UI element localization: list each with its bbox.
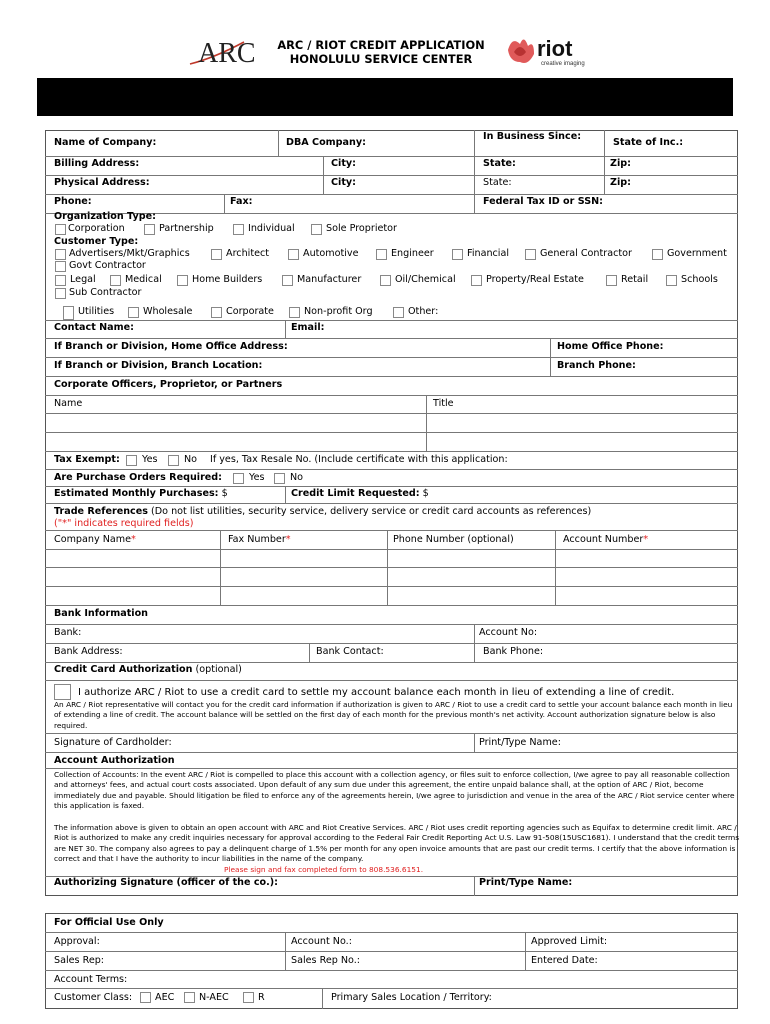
branch-home-address-label: If Branch or Division, Home Office Address: [54, 341, 288, 352]
branch-location-label: If Branch or Division, Branch Location: [54, 360, 263, 371]
physical-address-label: Physical Address: [54, 177, 150, 188]
cust-nonprofit-label: Non-profit Org [304, 306, 373, 317]
cust-schools-label: Schools [681, 274, 718, 285]
billing-zip-label: Zip: [610, 158, 631, 169]
credit-card-label: Credit Card Authorization [54, 664, 193, 675]
bank-info-label: Bank Information [54, 608, 148, 619]
cust-architect-label: Architect [226, 248, 270, 259]
cardholder-signature-label: Signature of Cardholder: [54, 737, 172, 748]
bank-account-label: Account No: [479, 627, 538, 638]
bank-label: Bank: [54, 627, 82, 638]
cust-general-contractor-checkbox[interactable] [525, 249, 536, 260]
credit-card-fine-print: An ARC / Riot representative will contact you for the credit card information if authorization is given to ARC / Riot to use a credit card to settle your account balance each month in lieu of extending a line of credit. The account balance will be settled on the first day of each month for the previous month's net activity. Account authorization signature below is also required. [54, 700, 733, 730]
collection-text: Collection of Accounts: In the event ARC / Riot is compelled to place this account with a collection agency, or files suit to enforce collection, I/we agree to pay all reasonable collection and attorneys' fees, and actual court costs associated. Upon default of any sum due under this agreement, the entire unpaid balance shall, at the option of ARC / Riot, become immediately due and payable. Should litigation be filed to enforce any of the agreements herein, I/we agree to jurisdiction and venue in the area of the ARC / Riot service center where this application is faxed. [54, 770, 735, 811]
cardholder-print-name-label: Print/Type Name: [479, 737, 561, 748]
account-terms-label: Account Terms: [54, 974, 128, 985]
po-no-label: No [290, 472, 304, 483]
trade-fax-star: * [285, 534, 291, 545]
trade-company-star: * [131, 534, 136, 545]
cust-corporate-label: Corporate [226, 306, 274, 317]
org-sole-proprietor-checkbox[interactable] [311, 224, 322, 235]
in-business-label: In Business Since: [483, 131, 582, 142]
trade-fax-header: Fax Number [228, 534, 286, 545]
org-corporation-checkbox[interactable] [55, 224, 66, 235]
cust-manufacturer-checkbox[interactable] [282, 275, 293, 286]
bank-phone-label: Bank Phone: [483, 646, 544, 657]
entered-date-label: Entered Date: [531, 955, 598, 966]
info-text: The information above is given to obtain an open account with ARC and Riot Creative Services. ARC / Riot uses credit reporting agencies such as Equifax to determine credit limit. ARC / Riot is authorized to make any credit inquiries necessary for approval according to the Federal Fair Credit Reporting Act U.S. Law 91-508(15USC1681). I understand that the credit terms are NET 30. The company also agrees to pay a delinquent charge of 1.5% per month for any open invoice amounts that are past our credit terms. I certify that the above information is correct and that I have the authority to incur liabilities in the name of the company. [54, 823, 740, 864]
cust-medical-label: Medical [125, 274, 162, 285]
org-sole-proprietor-label: Sole Proprietor [326, 223, 397, 234]
riot-logo-text: riot [537, 36, 573, 61]
org-partnership-label: Partnership [159, 223, 214, 234]
cust-schools-checkbox[interactable] [666, 275, 677, 286]
riot-logo-subtext: creative imaging [541, 61, 585, 67]
primary-location-label: Primary Sales Location / Territory: [331, 992, 492, 1003]
cust-utilities-checkbox[interactable] [63, 306, 74, 320]
cust-sub-contractor-label: Sub Contractor [69, 287, 142, 298]
phone-label: Phone: [54, 196, 92, 207]
form-subtitle: HONOLULU SERVICE CENTER [289, 52, 473, 66]
cust-manufacturer-label: Manufacturer [297, 274, 362, 285]
trade-phone-header: Phone Number (optional) [393, 534, 514, 545]
physical-state-label: State: [483, 177, 512, 188]
riot-logo [504, 32, 596, 70]
cust-property-label: Property/Real Estate [486, 274, 584, 285]
cust-engineer-checkbox[interactable] [376, 249, 387, 260]
cust-oil-chemical-checkbox[interactable] [380, 275, 391, 286]
cust-retail-label: Retail [621, 274, 649, 285]
sales-rep-no-label: Sales Rep No.: [291, 955, 361, 966]
sales-rep-label: Sales Rep: [54, 955, 105, 966]
physical-city-label: City: [331, 177, 357, 188]
bank-address-label: Bank Address: [54, 646, 123, 657]
official-use-label: For Official Use Only [54, 917, 164, 928]
tax-resale-text: If yes, Tax Resale No. (Include certificate with this application: [210, 454, 508, 465]
tax-id-label: Federal Tax ID or SSN: [483, 196, 603, 207]
cust-wholesale-checkbox[interactable] [128, 307, 139, 318]
cust-legal-checkbox[interactable] [55, 275, 66, 286]
class-r-checkbox[interactable] [243, 992, 254, 1003]
cust-govt-contractor-label: Govt Contractor [69, 260, 146, 271]
home-office-phone-label: Home Office Phone: [557, 341, 664, 352]
authorizing-signature-label: Authorizing Signature (officer of the co.): [54, 877, 279, 888]
tax-exempt-yes-label: Yes [142, 454, 158, 465]
cust-sub-contractor-checkbox[interactable] [55, 288, 66, 299]
org-individual-label: Individual [248, 223, 295, 234]
tax-exempt-yes-checkbox[interactable] [126, 455, 137, 466]
cust-automotive-label: Automotive [303, 248, 359, 259]
cust-govt-contractor-checkbox[interactable] [55, 261, 66, 272]
class-naec-label: N-AEC [199, 992, 229, 1003]
po-yes-label: Yes [249, 472, 265, 483]
customer-class-label: Customer Class: [54, 992, 133, 1003]
company-name-label: Name of Company: [54, 137, 157, 148]
cust-oil-chemical-label: Oil/Chemical [395, 274, 456, 285]
officers-label: Corporate Officers, Proprietor, or Partners [54, 379, 283, 390]
class-r-label: R [258, 992, 265, 1003]
authorizing-print-name-label: Print/Type Name: [479, 877, 573, 888]
org-type-label: Organization Type: [54, 211, 156, 222]
monthly-purchases-value: $ [221, 488, 228, 499]
class-aec-label: AEC [155, 992, 175, 1003]
cust-home-builders-checkbox[interactable] [177, 275, 188, 286]
billing-city-label: City: [331, 158, 357, 169]
cust-wholesale-label: Wholesale [143, 306, 193, 317]
cust-automotive-checkbox[interactable] [288, 249, 299, 260]
credit-card-authorize-checkbox[interactable] [54, 684, 71, 700]
monthly-purchases-label: Estimated Monthly Purchases: [54, 488, 219, 499]
org-corporation-label: Corporation [68, 223, 125, 234]
cust-engineer-label: Engineer [391, 248, 434, 259]
official-account-no-label: Account No.: [291, 936, 352, 947]
cust-other-checkbox[interactable] [393, 307, 404, 318]
approved-limit-label: Approved Limit: [531, 936, 608, 947]
required-fields-note: ("*" indicates required fields) [54, 518, 194, 529]
physical-zip-label: Zip: [610, 177, 631, 188]
arc-logo-text: ARC [198, 38, 256, 69]
tax-exempt-label: Tax Exempt: [54, 454, 120, 465]
cust-government-label: Government [667, 248, 727, 259]
cust-architect-checkbox[interactable] [211, 249, 222, 260]
arc-logo [184, 34, 268, 70]
credit-limit-label: Credit Limit Requested: [291, 488, 420, 499]
state-inc-label: State of Inc.: [613, 137, 684, 148]
cust-property-checkbox[interactable] [471, 275, 482, 286]
cust-home-builders-label: Home Builders [192, 274, 263, 285]
fax-label: Fax: [230, 196, 253, 207]
approval-label: Approval: [54, 936, 100, 947]
email-label: Email: [291, 322, 325, 333]
org-partnership-checkbox[interactable] [144, 224, 155, 235]
cust-general-contractor-label: General Contractor [540, 248, 632, 259]
po-yes-checkbox[interactable] [233, 473, 244, 484]
form-title: ARC / RIOT CREDIT APPLICATION [277, 38, 485, 52]
class-naec-checkbox[interactable] [184, 992, 195, 1003]
trade-account-star: * [643, 534, 649, 545]
po-required-label: Are Purchase Orders Required: [54, 472, 223, 483]
org-individual-checkbox[interactable] [233, 224, 244, 235]
officers-name-header: Name [54, 398, 83, 409]
po-no-checkbox[interactable] [274, 473, 285, 484]
account-auth-label: Account Authorization [54, 755, 175, 766]
cust-retail-checkbox[interactable] [606, 275, 617, 286]
cust-financial-checkbox[interactable] [452, 249, 463, 260]
header-bar [37, 78, 733, 116]
trade-account-header: Account Number [563, 534, 644, 545]
cust-government-checkbox[interactable] [652, 249, 663, 260]
fax-note: Please sign and fax completed form to 808.536.6151. [224, 865, 424, 874]
trade-references-note: (Do not list utilities, security service, delivery service or credit card accounts as references) [151, 506, 592, 517]
cust-advertisers-label: Advertisers/Mkt/Graphics [69, 248, 190, 259]
credit-limit-value: $ [422, 488, 429, 499]
contact-name-label: Contact Name: [54, 322, 134, 333]
cust-other-label: Other: [408, 306, 439, 317]
cust-nonprofit-checkbox[interactable] [289, 307, 300, 318]
dba-label: DBA Company: [286, 137, 366, 148]
cust-medical-checkbox[interactable] [110, 275, 121, 286]
trade-references-label: Trade References [54, 506, 148, 517]
billing-address-label: Billing Address: [54, 158, 140, 169]
cust-financial-label: Financial [467, 248, 510, 259]
billing-state-label: State: [483, 158, 516, 169]
trade-company-header: Company Name [54, 534, 131, 545]
credit-card-optional: (optional) [195, 664, 242, 675]
branch-phone-label: Branch Phone: [557, 360, 636, 371]
officers-title-header: Title [433, 398, 454, 409]
cust-corporate-checkbox[interactable] [211, 307, 222, 318]
customer-type-label: Customer Type: [54, 236, 139, 247]
bank-contact-label: Bank Contact: [316, 646, 384, 657]
cust-utilities-label: Utilities [78, 306, 115, 317]
cust-advertisers-checkbox[interactable] [55, 249, 66, 260]
tax-exempt-no-checkbox[interactable] [168, 455, 179, 466]
tax-exempt-no-label: No [184, 454, 198, 465]
credit-card-authorize-text: I authorize ARC / Riot to use a credit card to settle my account balance each month in lieu of extending a line of credit. [78, 687, 675, 698]
class-aec-checkbox[interactable] [140, 992, 151, 1003]
cust-legal-label: Legal [70, 274, 96, 285]
